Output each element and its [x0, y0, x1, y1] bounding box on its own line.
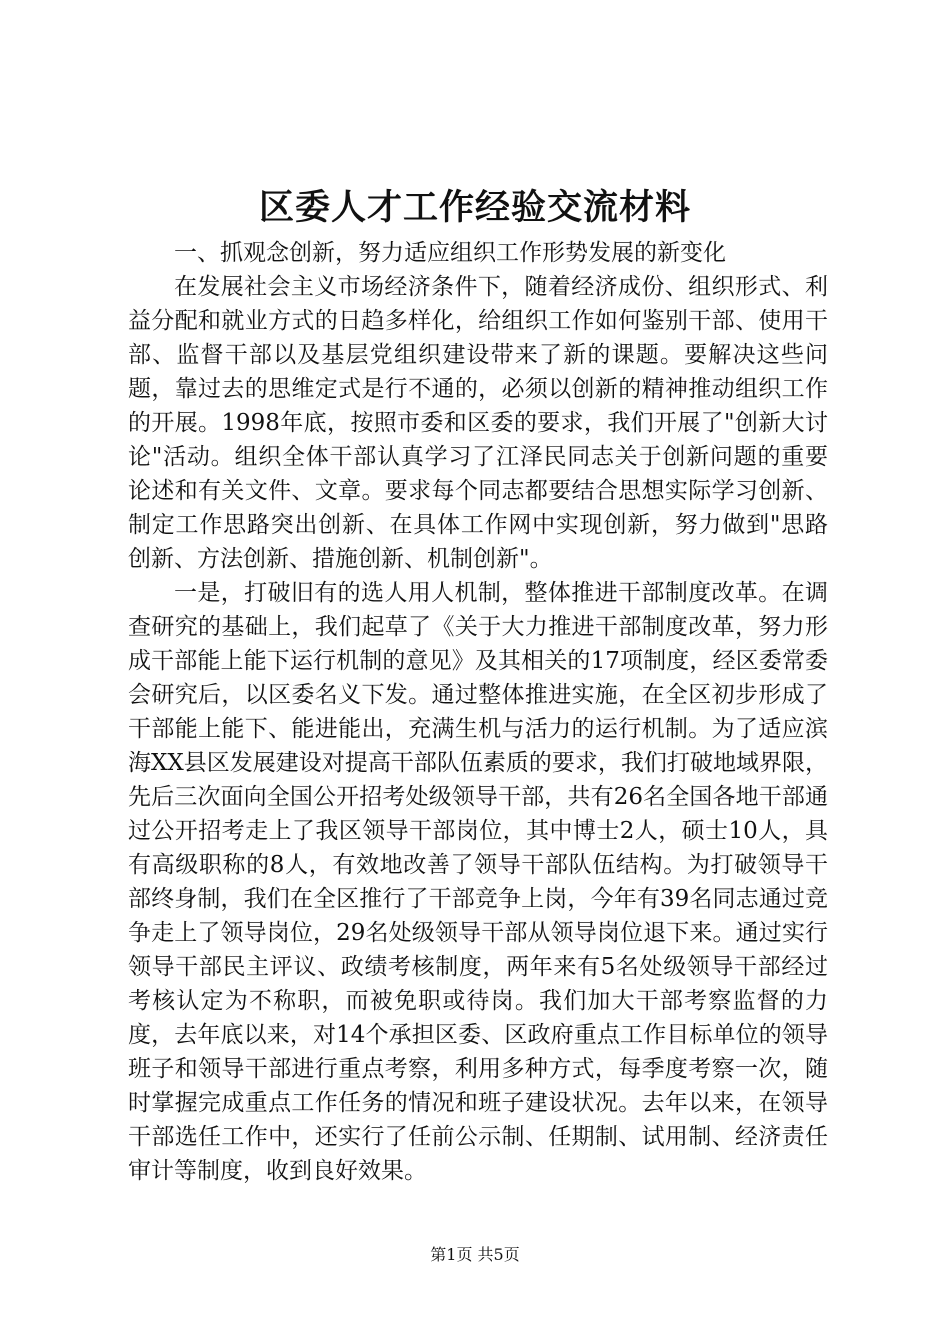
section-heading: 一、抓观念创新，努力适应组织工作形势发展的新变化 — [174, 240, 726, 266]
body-paragraph-intro: 在发展社会主义市场经济条件下，随着经济成份、组织形式、利益分配和就业方式的日趋多样化，给组织工作如何鉴别干部、使用干部、监督干部以及基层党组织建设带来了新的课题。要解决这些问题，靠过去的思维定式是行不通的，必须以创新的精神推动组织工作的开展。1998年底，按照市委和区委的要求，我们开展了"创新大讨论"活动。组织全体干部认真学习了江泽民同志关于创新问题的重要论述和有关文件、文章。要求每个同志都要结合思想实际学习创新、制定工作思路突出创新、在具体工作网中实现创新，努力做到"思路创新、方法创新、措施创新、机制创新"。 — [128, 274, 828, 572]
body-paragraph-cadre-reform: 一是，打破旧有的选人用人机制，整体推进干部制度改革。在调查研究的基础上，我们起草了《关于大力推进干部制度改革，努力形成干部能上能下运行机制的意见》及其相关的17项制度，经区委常委会研究后，以区委名义下发。通过整体推进实施，在全区初步形成了干部能上能下、能进能出，充满生机与活力的运行机制。为了适应滨海XX县区发展建设对提高干部队伍素质的要求，我们打破地域界限，先后三次面向全国公开招考处级领导干部，共有26名全国各地干部通过公开招考走上了我区领导干部岗位，其中博士2人，硕士10人，具有高级职称的8人，有效地改善了领导干部队伍结构。为打破领导干部终身制，我们在全区推行了干部竞争上岗，今年有39名同志通过竞争走上了领导岗位，29名处级领导干部从领导岗位退下来。通过实行领导干部民主评议、政绩考核制度，两年来有5名处级领导干部经过考核认定为不称职，而被免职或待岗。我们加大干部考察监督的力度，去年底以来，对14个承担区委、区政府重点工作目标单位的领导班子和领导干部进行重点考察，利用多种方式，每季度考察一次，随时掌握完成重点工作任务的情况和班子建设状况。去年以来，在领导干部选任工作中，还实行了任前公示制、任期制、试用制、经济责任审计等制度，收到良好效果。 — [128, 580, 828, 1184]
document-body — [128, 236, 828, 1188]
page-number-footer: 第1页 共5页 — [430, 1245, 520, 1264]
document-title: 区委人才工作经验交流材料 — [258, 187, 691, 228]
